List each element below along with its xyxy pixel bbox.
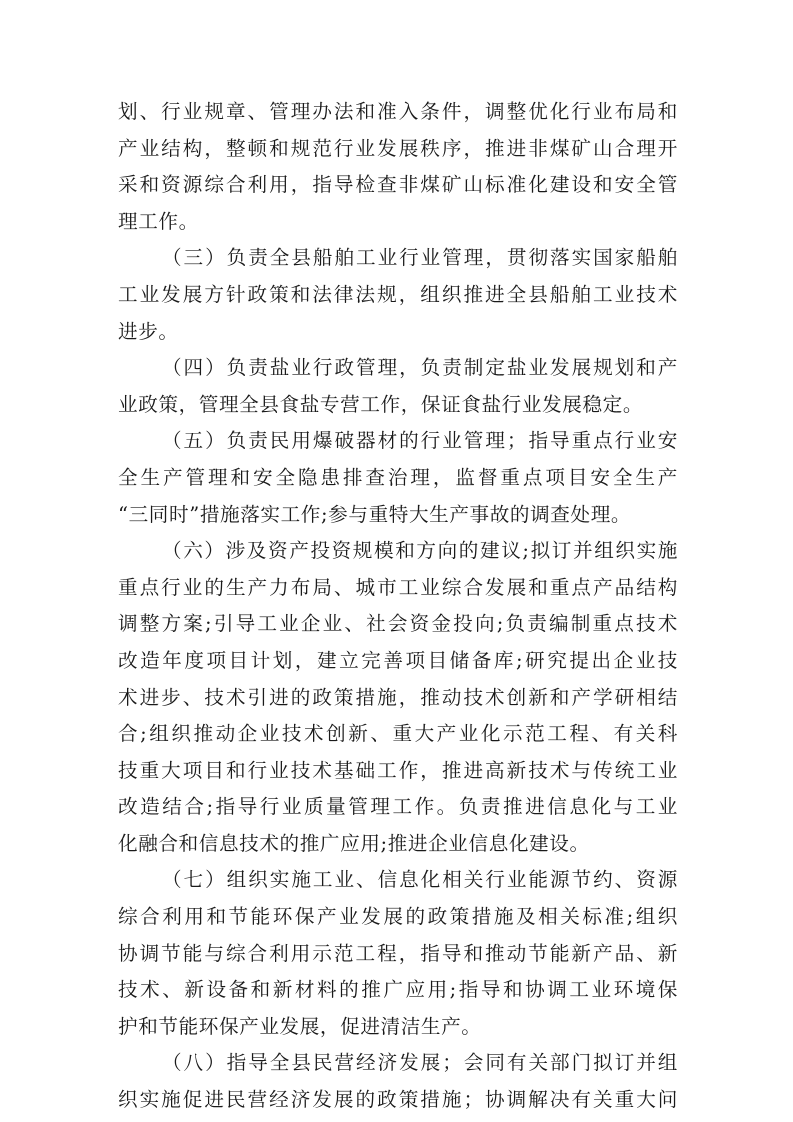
text-line: （七）组织实施工业、信息化相关行业能源节约、资源: [162, 868, 678, 892]
paragraph-continuation: [118, 94, 678, 240]
paragraph-section-4: [118, 350, 678, 423]
text-line: （六）涉及资产投资规模和方向的建议;拟订并组织实施: [162, 539, 678, 563]
text-line: “三同时”措施落实工作;参与重特大生产事故的调查处理。: [118, 502, 632, 526]
text-line: 协调节能与综合利用示范工程，指导和推动节能新产品、新: [118, 941, 678, 965]
text-line: 技重大项目和行业技术基础工作，推进高新技术与传统工业: [118, 758, 678, 782]
paragraph-section-3: [118, 240, 678, 350]
text-line: 业政策，管理全县食盐专营工作，保证食盐行业发展稳定。: [118, 392, 644, 416]
text-line: 合;组织推动企业技术创新、重大产业化示范工程、有关科: [118, 722, 678, 746]
text-line: 采和资源综合利用，指导检查非煤矿山标准化建设和安全管: [118, 173, 678, 197]
document-page: [118, 94, 678, 1119]
text-line: 技术、新设备和新材料的推广应用;指导和协调工业环境保: [118, 978, 678, 1002]
paragraph-section-8: [118, 1045, 678, 1118]
text-line: 调整方案;引导工业企业、社会资金投向;负责编制重点技术: [118, 612, 678, 636]
text-line: 改造结合;指导行业质量管理工作。负责推进信息化与工业: [118, 795, 678, 819]
paragraph-section-6: [118, 533, 678, 862]
paragraph-section-5: [118, 423, 678, 533]
text-line: 术进步、技术引进的政策措施，推动技术创新和产学研相结: [118, 685, 678, 709]
text-line: 产业结构，整顿和规范行业发展秩序，推进非煤矿山合理开: [118, 136, 678, 160]
text-line: （四）负责盐业行政管理，负责制定盐业发展规划和产: [162, 356, 678, 380]
text-line: 划、行业规章、管理办法和准入条件，调整优化行业布局和: [118, 100, 678, 123]
text-line: （八）指导全县民营经济发展；会同有关部门拟订并组: [162, 1051, 678, 1075]
text-line: （五）负责民用爆破器材的行业管理；指导重点行业安: [162, 429, 678, 453]
text-line: 综合利用和节能环保产业发展的政策措施及相关标准;组织: [118, 905, 678, 929]
text-line: 工业发展方针政策和法律法规，组织推进全县船舶工业技术: [118, 282, 678, 306]
text-line: 护和节能环保产业发展，促进清洁生产。: [118, 1014, 482, 1038]
text-line: 进步。: [118, 319, 179, 343]
text-line: 全生产管理和安全隐患排查治理，监督重点项目安全生产: [118, 465, 678, 489]
text-line: 化融合和信息技术的推广应用;推进企业信息化建设。: [118, 831, 590, 855]
text-line: 重点行业的生产力布局、城市工业综合发展和重点产品结构: [118, 575, 678, 599]
paragraph-section-7: [118, 862, 678, 1045]
text-line: （三）负责全县船舶工业行业管理，贯彻落实国家船舶: [162, 246, 678, 270]
text-line: 织实施促进民营经济发展的政策措施；协调解决有关重大问: [118, 1088, 678, 1112]
text-line: 理工作。: [118, 209, 199, 233]
text-line: 改造年度项目计划，建立完善项目储备库;研究提出企业技: [118, 648, 678, 672]
